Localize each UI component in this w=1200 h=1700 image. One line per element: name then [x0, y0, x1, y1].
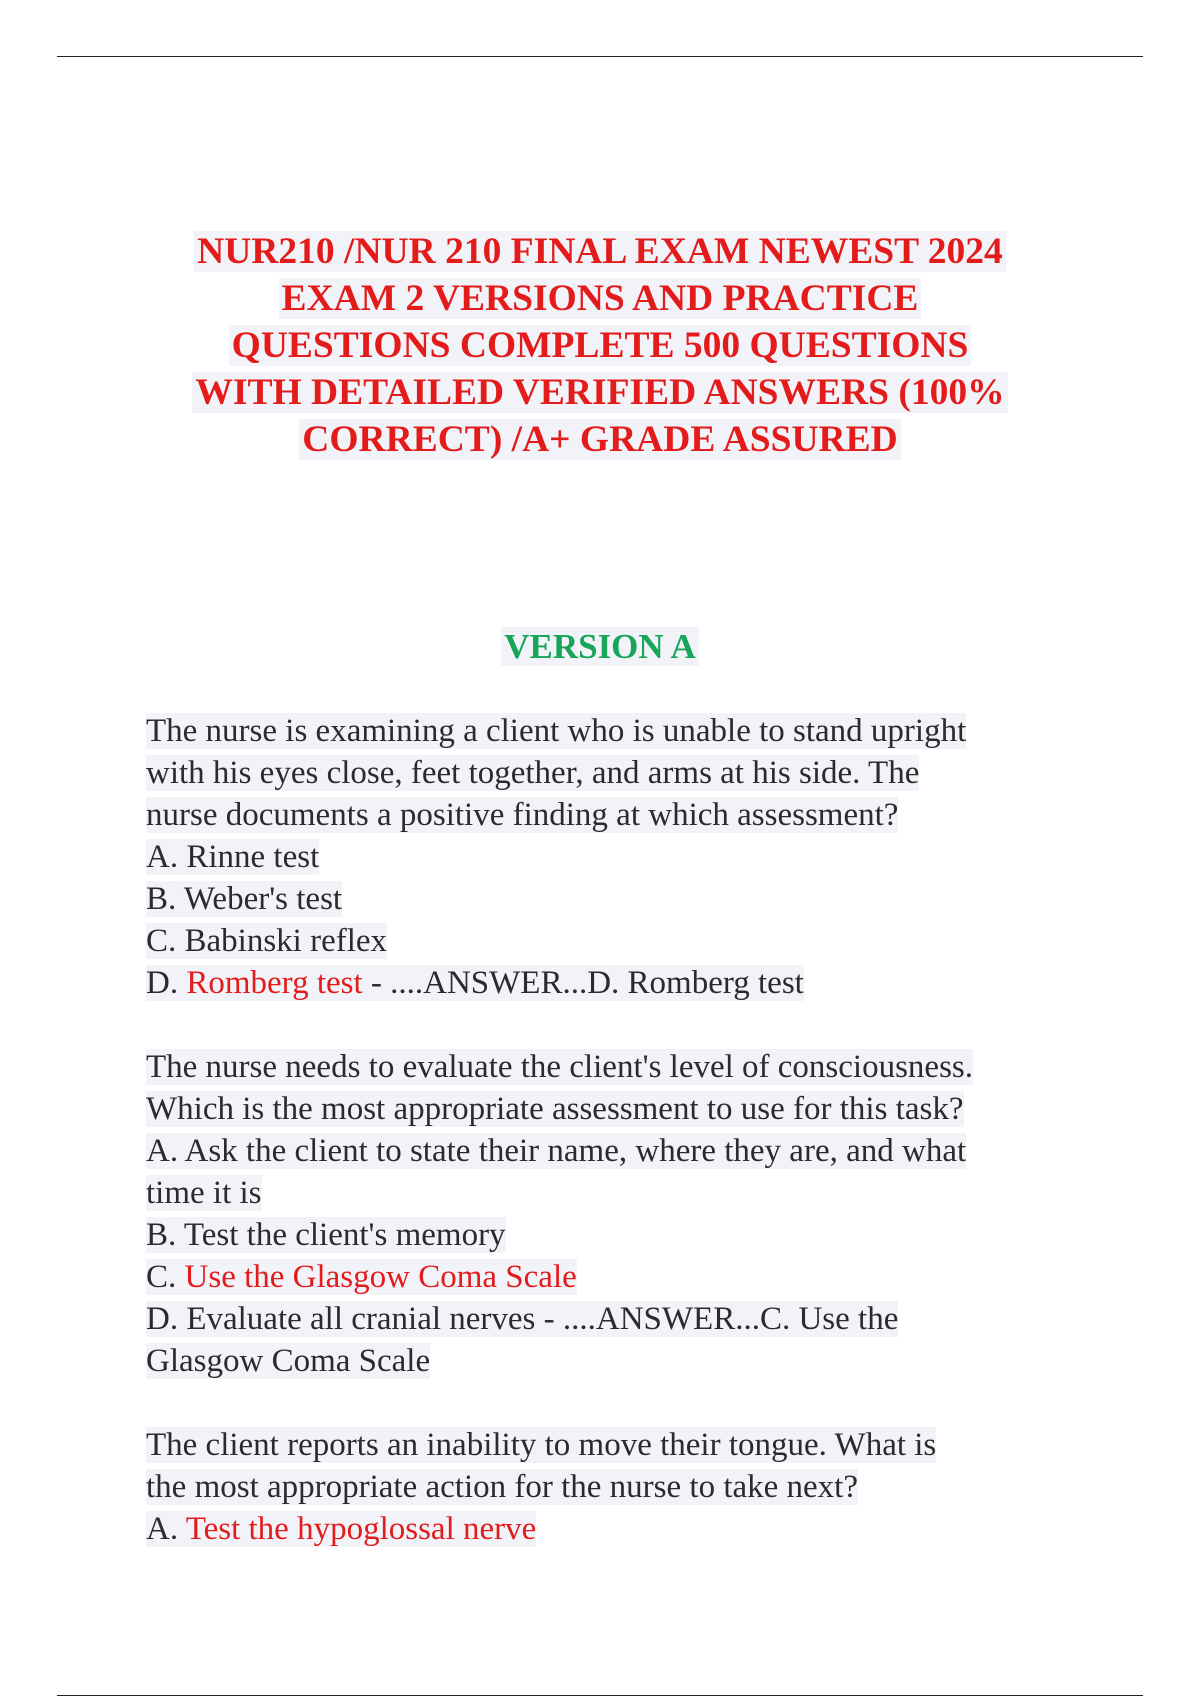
- top-divider: [57, 56, 1143, 57]
- option-d: D. Evaluate all cranial nerves - ....ANSWER...C. Use the: [146, 1301, 899, 1337]
- correct-answer-highlight: Romberg test: [186, 965, 363, 1001]
- question-stem-line: The client reports an inability to move their tongue. What is: [146, 1427, 937, 1463]
- question-3: [146, 1424, 1106, 1550]
- correct-answer-highlight: Use the Glasgow Coma Scale: [184, 1259, 577, 1295]
- question-2: [146, 1046, 1106, 1382]
- title-line: NUR210 /NUR 210 FINAL EXAM NEWEST 2024: [140, 228, 1060, 275]
- bottom-divider: [57, 1695, 1143, 1696]
- option-b: B. Test the client's memory: [146, 1217, 506, 1253]
- option-c: C. Use the Glasgow Coma Scale: [146, 1259, 577, 1295]
- question-stem-line: The nurse needs to evaluate the client's level of consciousness.: [146, 1049, 974, 1085]
- option-c: C. Babinski reflex: [146, 923, 388, 959]
- question-stem-line: Which is the most appropriate assessment to use for this task?: [146, 1091, 964, 1127]
- answer-key: Glasgow Coma Scale: [146, 1343, 431, 1379]
- title-line: QUESTIONS COMPLETE 500 QUESTIONS: [140, 322, 1060, 369]
- question-stem-line: nurse documents a positive finding at which assessment?: [146, 797, 899, 833]
- question-stem-line: with his eyes close, feet together, and arms at his side. The: [146, 755, 920, 791]
- answer-key: - ....ANSWER...D. Romberg test: [362, 965, 804, 1001]
- option-a: A. Test the hypoglossal nerve: [146, 1511, 537, 1547]
- title-line: EXAM 2 VERSIONS AND PRACTICE: [140, 275, 1060, 322]
- question-1: [146, 710, 1106, 1004]
- title-line: CORRECT) /A+ GRADE ASSURED: [140, 416, 1060, 463]
- question-stem-line: the most appropriate action for the nurse to take next?: [146, 1469, 858, 1505]
- option-a: A. Rinne test: [146, 839, 320, 875]
- document-title: [140, 228, 1060, 463]
- question-stem-line: The nurse is examining a client who is unable to stand upright: [146, 713, 967, 749]
- option-d: D. Romberg test - ....ANSWER...D. Romberg test: [146, 965, 804, 1001]
- correct-answer-highlight: Test the hypoglossal nerve: [185, 1511, 537, 1547]
- option-b: B. Weber's test: [146, 881, 343, 917]
- option-a: A. Ask the client to state their name, where they are, and what: [146, 1133, 967, 1169]
- version-heading: VERSION A: [0, 625, 1200, 669]
- option-a-continued: time it is: [146, 1175, 262, 1211]
- question-list: [146, 710, 1106, 1592]
- title-line: WITH DETAILED VERIFIED ANSWERS (100%: [140, 369, 1060, 416]
